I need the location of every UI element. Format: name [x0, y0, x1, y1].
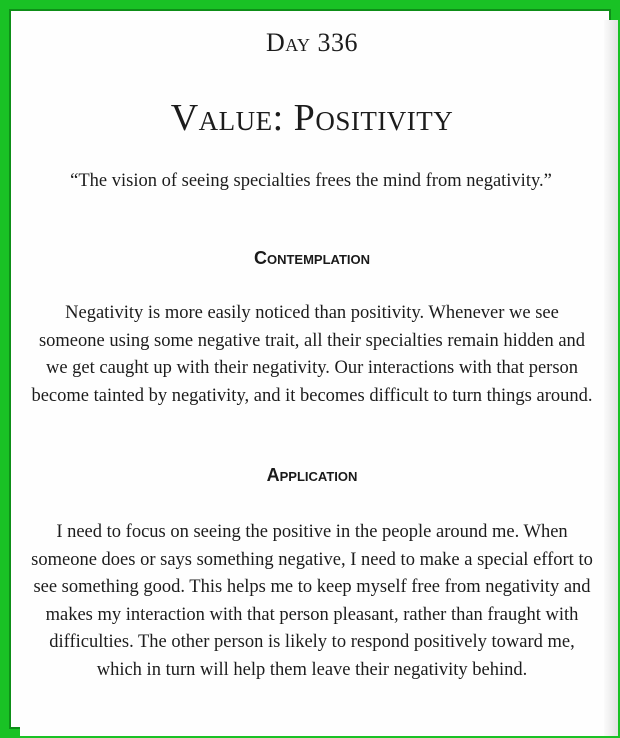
application-paragraph: I need to focus on seeing the positive in the people around me. When someone does or says something negative, I need to make a special effort to see something good. This helps me to keep myself free from negativity and makes my interaction with that person pleasant, rather than fraught with difficulties. The other person is likely to respond positively toward me, which in turn will help them leave their negativity behind.: [31, 522, 593, 680]
application-heading: Application: [266, 465, 358, 485]
contemplation-paragraph: Negativity is more easily noticed than positivity. Whenever we see someone using some negative trait, all their specialties remain hidden and we get caught up with their negativity. Our interactions with that person become tainted by negativity, and it becomes difficult to turn things around.: [31, 303, 593, 406]
page-edge: [604, 20, 618, 736]
value-title: Value: Positivity: [170, 97, 454, 139]
day-label: Day 336: [265, 28, 359, 57]
contemplation-heading: Contemplation: [253, 248, 371, 268]
quote: “The vision of seeing specialties frees the mind from negativity.”: [70, 171, 552, 191]
book-page: [20, 20, 618, 736]
